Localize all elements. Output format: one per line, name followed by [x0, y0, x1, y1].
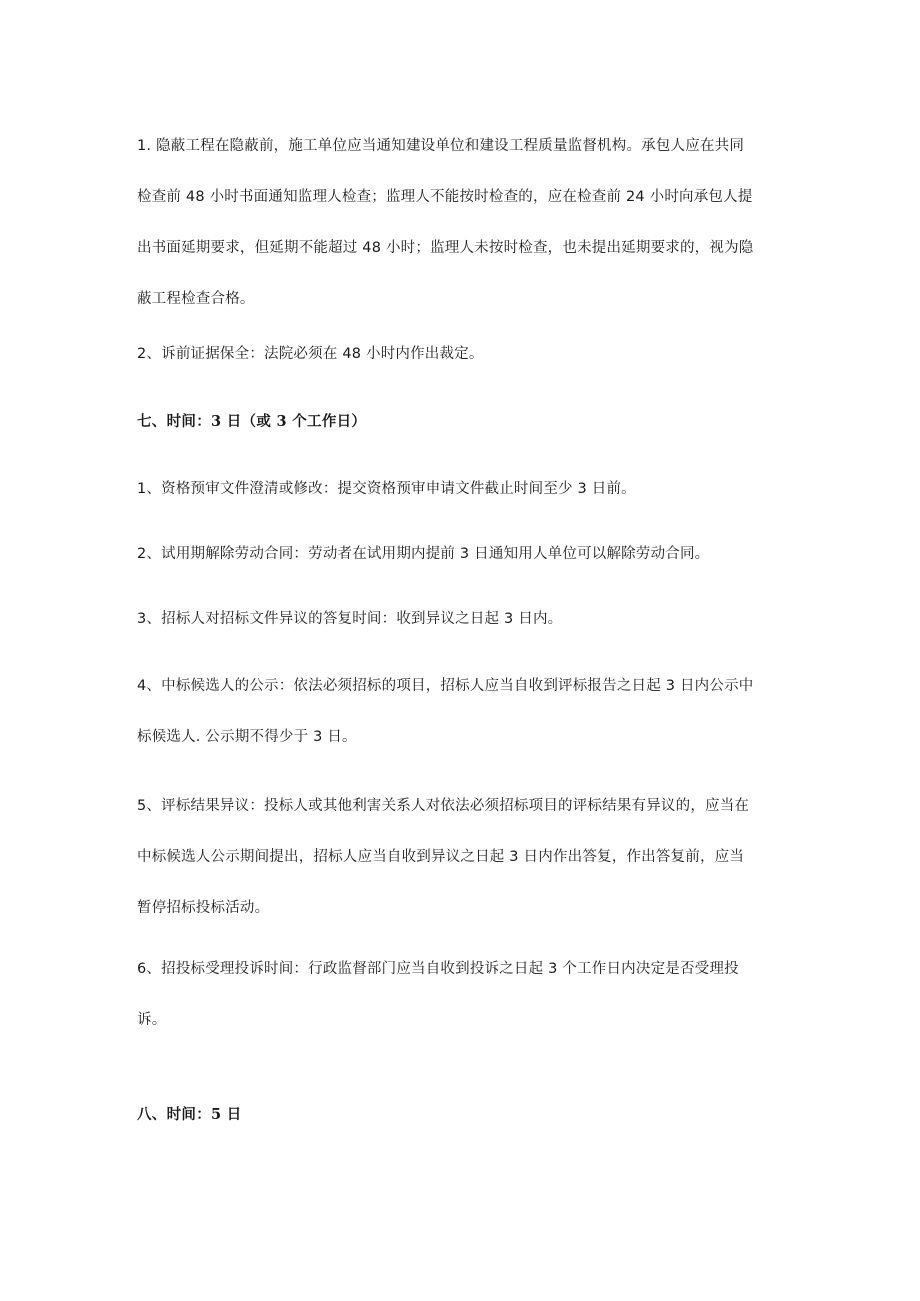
text-line: 标候选人. 公示期不得少于 3 日。: [137, 729, 357, 745]
paragraph-7-4: [137, 661, 787, 763]
section-heading-8: 八、时间：5 日: [137, 1106, 242, 1123]
text-line: 2、试用期解除劳动合同：劳动者在试用期内提前 3 日通知用人单位可以解除劳动合同。: [137, 546, 710, 562]
paragraph-7-1: [137, 464, 787, 515]
paragraph-7-2: [137, 529, 787, 580]
text-line: 出书面延期要求，但延期不能超过 48 小时；监理人未按时检查，也未提出延期要求的，视为隐: [137, 240, 754, 256]
text-line: 检查前 48 小时书面通知监理人检查；监理人不能按时检查的，应在检查前 24 小时向承包人提: [137, 189, 753, 205]
text-line: 3、招标人对招标文件异议的答复时间：收到异议之日起 3 日内。: [137, 611, 563, 627]
text-line: 4、中标候选人的公示：依法必须招标的项目，招标人应当自收到评标报告之日起 3 日内公示中: [137, 678, 754, 694]
text-line: 5、评标结果异议：投标人或其他利害关系人对依法必须招标项目的评标结果有异议的，应当在: [137, 798, 750, 814]
paragraph-7-3: [137, 594, 787, 645]
section-heading-7: 七、时间：3 日（或 3 个工作日）: [137, 413, 367, 430]
text-line: 6、招投标受理投诉时间：行政监督部门应当自收到投诉之日起 3 个工作日内决定是否受理投: [137, 961, 739, 977]
text-line: 中标候选人公示期间提出，招标人应当自收到异议之日起 3 日内作出答复，作出答复前，应当: [137, 849, 745, 865]
text-line: 蔽工程检查合格。: [137, 291, 255, 307]
text-line: 1、资格预审文件澄清或修改：提交资格预审申请文件截止时间至少 3 日前。: [137, 481, 636, 497]
text-line: 诉。: [137, 1012, 167, 1028]
text-line: 1. 隐蔽工程在隐蔽前，施工单位应当通知建设单位和建设工程质量监督机构。承包人应在共同: [137, 138, 745, 154]
text-line: 2、诉前证据保全：法院必须在 48 小时内作出裁定。: [137, 346, 484, 362]
paragraph-concealed-works: [137, 121, 787, 325]
paragraph-7-6: [137, 944, 787, 1046]
paragraph-evidence-preservation: [137, 329, 787, 380]
text-line: 暂停招标投标活动。: [137, 900, 270, 916]
paragraph-7-5: [137, 781, 787, 934]
